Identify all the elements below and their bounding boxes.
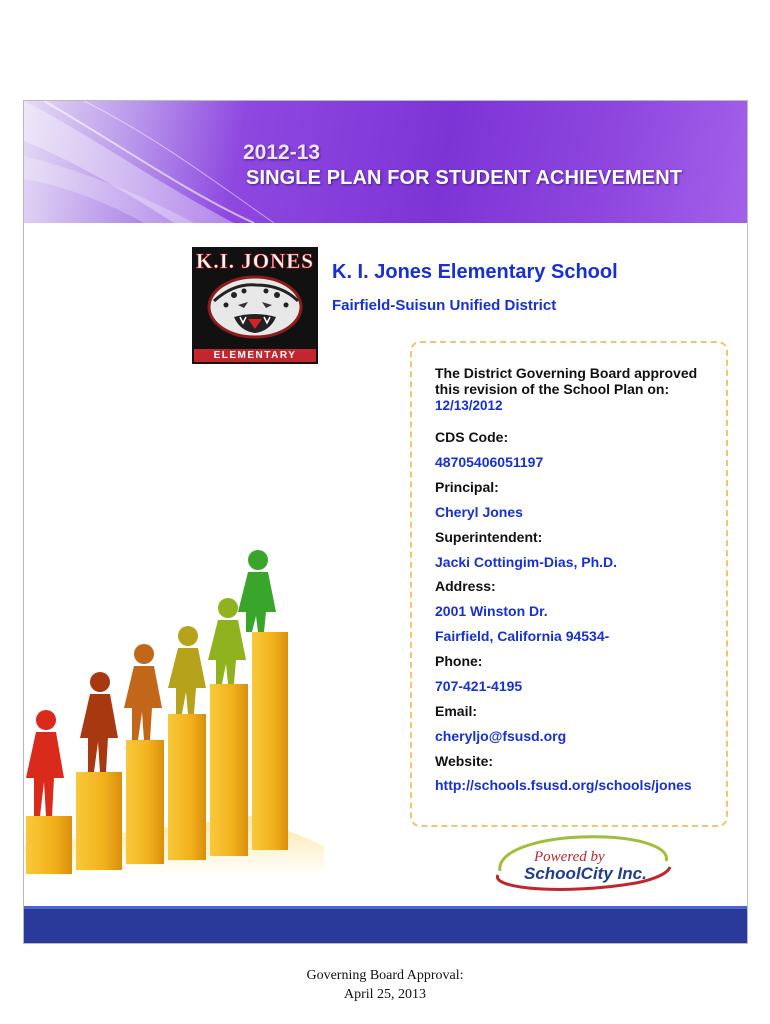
address-label: Address: (435, 578, 496, 594)
school-info-box (410, 341, 728, 827)
school-name: K. I. Jones Elementary School (332, 261, 618, 283)
jaguar-head-icon (204, 271, 306, 341)
approval-note-line2: April 25, 2013 (343, 987, 427, 1002)
approval-date: 12/13/2012 (435, 398, 503, 413)
title-banner (24, 101, 747, 223)
plan-title: SINGLE PLAN FOR STUDENT ACHIEVEMENT (246, 167, 683, 189)
phone-label: Phone: (435, 653, 483, 669)
powered-by-line2: SchoolCity Inc. (524, 864, 647, 883)
cds-code-value: 48705406051197 (435, 454, 544, 470)
principal-value: Cheryl Jones (435, 504, 523, 520)
board-approval-statement (435, 365, 705, 414)
principal-label: Principal: (435, 479, 499, 495)
plan-year: 2012-13 (243, 141, 321, 164)
approval-text: The District Governing Board approved this revision of the School Plan on: (435, 365, 698, 397)
achievement-stairs-illustration (24, 546, 324, 881)
district-name: Fairfield-Suisun Unified District (332, 297, 557, 314)
superintendent-label: Superintendent: (435, 529, 543, 545)
cds-code-label: CDS Code: (435, 429, 509, 445)
address-line2: Fairfield, California 94534- (435, 628, 610, 644)
superintendent-value: Jacki Cottingim-Dias, Ph.D. (435, 554, 618, 570)
logo-top-text: K.I. JONES (196, 249, 314, 273)
phone-value: 707-421-4195 (435, 678, 523, 694)
website-value[interactable]: http://schools.fsusd.org/schools/jones (435, 777, 692, 793)
address-line1: 2001 Winston Dr. (435, 603, 548, 619)
school-logo (192, 247, 318, 364)
cover-frame (23, 100, 748, 944)
governing-board-approval-note (0, 966, 770, 1004)
approval-note-line1: Governing Board Approval: (306, 968, 464, 983)
powered-by-line1: Powered by (534, 849, 605, 865)
schoolcity-logo (486, 833, 676, 900)
footer-band (24, 906, 747, 944)
logo-bottom-text: ELEMENTARY (194, 349, 316, 362)
banner-swoosh-decoration (24, 101, 747, 223)
email-label: Email: (435, 703, 478, 719)
email-value[interactable]: cheryljo@fsusd.org (435, 728, 567, 744)
website-label: Website: (435, 753, 494, 769)
